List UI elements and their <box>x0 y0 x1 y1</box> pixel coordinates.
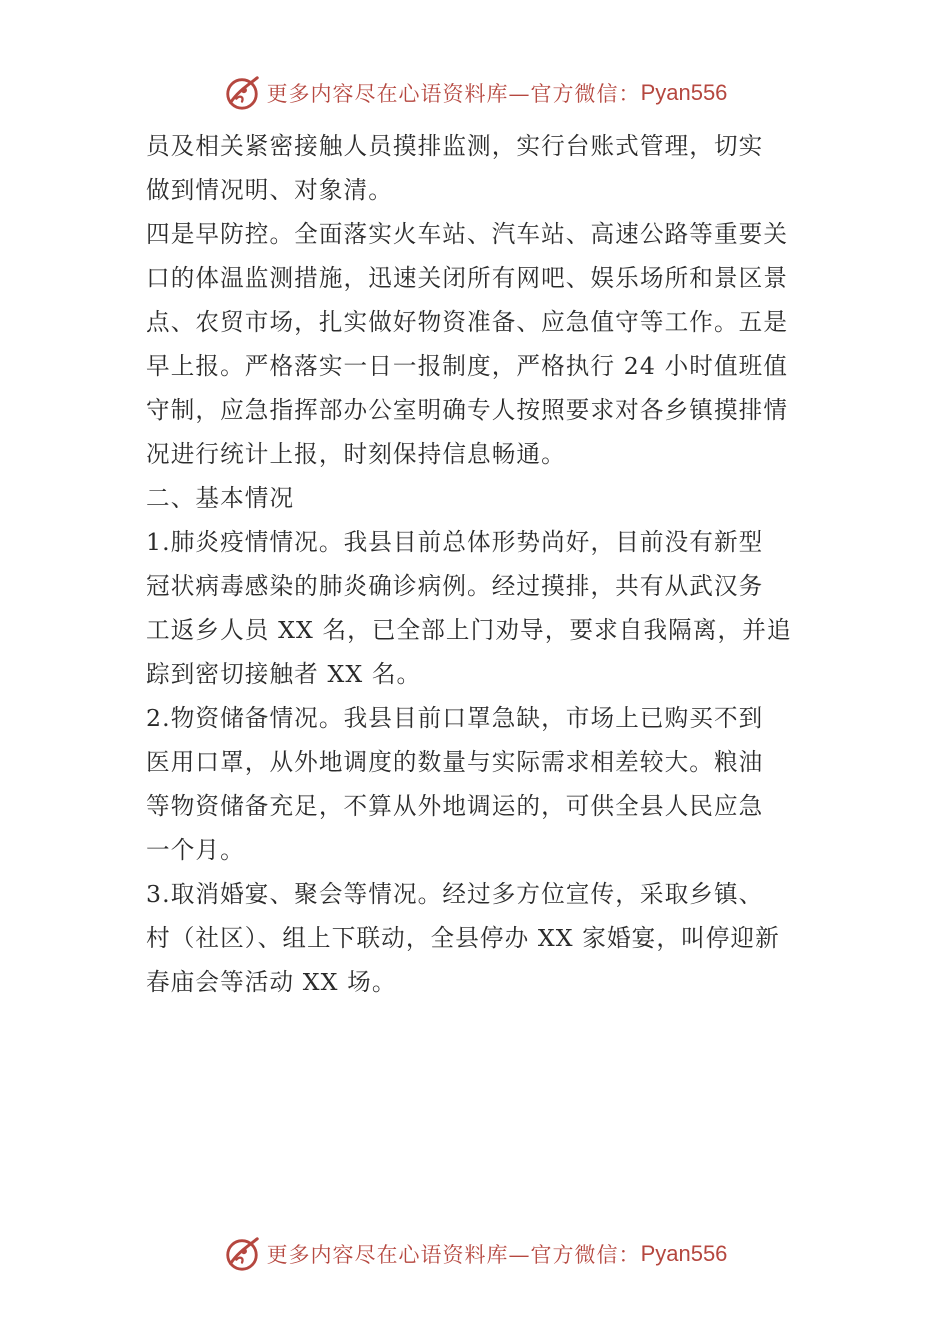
body-line: 工返乡人员 XX 名，已全部上门劝导，要求自我隔离，并追 <box>146 616 792 644</box>
body-line: 踪到密切接触者 XX 名。 <box>146 660 422 688</box>
footer-watermark <box>0 1232 950 1276</box>
body-line: 早上报。严格落实一日一报制度，严格执行 24 小时值班值 <box>146 352 789 380</box>
header-watermark <box>0 71 950 115</box>
body-line: 医用口罩，从外地调度的数量与实际需求相差较大。粮油 <box>146 748 764 776</box>
pen-swirl-logo <box>223 1235 261 1273</box>
watermark-text: 更多内容尽在心语资料库—官方微信： <box>266 1243 641 1267</box>
body-line: 守制，应急指挥部办公室明确专人按照要求对各乡镇摸排情 <box>146 396 789 424</box>
body-line: 员及相关紧密接触人员摸排监测，实行台账式管理，切实 <box>146 132 764 160</box>
body-line: 村（社区）、组上下联动，全县停办 XX 家婚宴，叫停迎新 <box>146 924 780 952</box>
body-line: 点、农贸市场，扎实做好物资准备、应急值守等工作。五是 <box>146 308 789 336</box>
body-line: 冠状病毒感染的肺炎确诊病例。经过摸排，共有从武汉务 <box>146 572 764 600</box>
body-line: 做到情况明、对象清。 <box>146 176 393 204</box>
body-line: 一个月。 <box>146 836 245 864</box>
body-line: 等物资储备充足，不算从外地调运的，可供全县人民应急 <box>146 792 764 820</box>
body-line: 四是早防控。全面落实火车站、汽车站、高速公路等重要关 <box>146 220 789 248</box>
body-line: 春庙会等活动 XX 场。 <box>146 968 397 996</box>
watermark-text: 更多内容尽在心语资料库—官方微信： <box>266 82 641 106</box>
pen-swirl-logo <box>223 74 261 112</box>
body-line: 2.物资储备情况。我县目前口罩急缺，市场上已购买不到 <box>146 704 764 732</box>
body-line: 况进行统计上报，时刻保持信息畅通。 <box>146 440 566 468</box>
body-line: 3.取消婚宴、聚会等情况。经过多方位宣传，采取乡镇、 <box>146 880 764 908</box>
body-line: 1.肺炎疫情情况。我县目前总体形势尚好，目前没有新型 <box>146 528 764 556</box>
watermark-handle: Pyan556 <box>640 80 728 105</box>
body-line: 口的体温监测措施，迅速关闭所有网吧、娱乐场所和景区景 <box>146 264 789 292</box>
document-body <box>146 124 810 1004</box>
section-heading: 二、基本情况 <box>146 484 295 512</box>
watermark-handle: Pyan556 <box>640 1241 728 1266</box>
